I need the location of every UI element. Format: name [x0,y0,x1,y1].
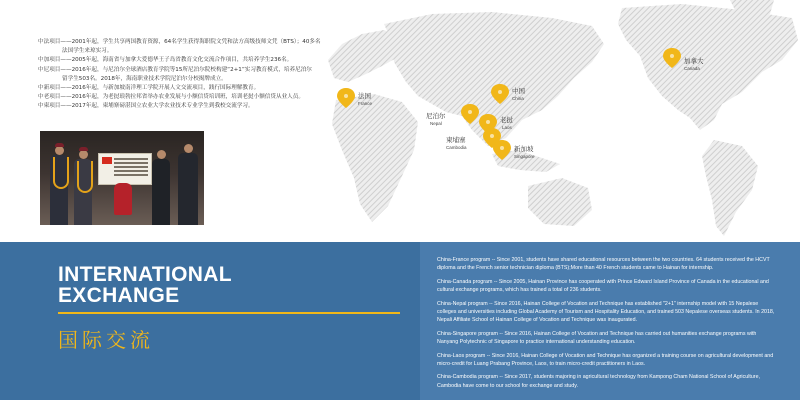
map-label-singapore-cn: 新加坡 [514,145,534,153]
ceremony-photo [40,131,204,225]
cn-line-france-2: 法国学生来琼实习。 [62,48,113,55]
world-map [322,0,800,240]
map-label-canada-cn: 加拿大 [684,57,704,65]
en-paragraph-nepal: China-Nepal program -- Since 2016, Hainan College of Vocation and Technique has established "2+1" internship model with 15 Nepalese colleges and universities including Global Academy of Tourism and Hospitality Education, and trained 503 Nepalese overseas students. In 2018, Nepali Affiliate School of Hainan College of Vocation and Technique was inaugurated. [437,300,775,324]
person-figure [50,155,68,225]
ceremony-banner [98,153,152,185]
map-label-france-cn: 法国 [358,92,371,100]
continent-australia [528,178,592,226]
map-label-cambodia-cn: 柬埔寨 [446,136,466,144]
map-label-singapore-en: Singapore [514,154,535,159]
cn-line-nepal-2: 留学生503名。2018年，海南职业技术学院尼泊尔分校揭牌成立。 [62,75,227,82]
map-label-nepal-cn: 尼泊尔 [426,112,446,120]
en-paragraph-cambodia: China-Cambodia program -- Since 2017, students majoring in agricultural technology from Kampong Cham National School of Agriculture, Cambodia have come to our school for exchange and study. [437,374,760,389]
person-figure [178,153,198,225]
title-divider [58,312,400,314]
section-title-line-2: EXCHANGE [58,284,180,307]
person-figure [152,159,170,225]
en-paragraph-singapore: China-Singapore program -- Since 2016, Hainan College of Vocation and Technique has carried out humanities exchange programs with Nanyang Polytechnic of Singapore to practice international understanding education. [437,330,757,346]
banner-text-lines [114,158,148,160]
map-label-china-cn: 中国 [512,87,525,95]
person-figure [74,159,92,225]
cn-line-france-1: 中法项目——2001年起，学生共享两国教育资源，64名学生获得海职院文凭和法方高级技师文凭（BTS）；40多名 [38,39,321,45]
map-label-laos-cn: 老挝 [500,116,513,124]
map-label-cambodia-en: Cambodia [446,145,467,150]
map-label-laos-en: Laos [502,125,512,130]
section-title [58,264,232,306]
en-paragraph-laos: China-Laos program -- Since 2016, Hainan College of Vocation and Technique has organized a training course on agricultural development and micro-credit for Luang Prabang Province, Laos, to train micro-credit practitioners in Laos. [437,352,774,368]
flag-mark [102,157,112,164]
map-label-canada-en: Canada [684,66,700,71]
section-title-line-1: INTERNATIONAL [58,263,232,286]
continent-north-america [618,4,798,130]
cn-line-singapore: 中新项目——2016年起，与新加坡南洋理工学院开展人文交流项目，践行国际理解教育。 [38,85,260,92]
continent-africa [332,94,418,222]
map-label-china-en: China [512,96,524,101]
cn-line-cambodia: 中柬项目——2017年起，柬埔寨磅湛国立农业大学农业技术专业学生到我校交流学习。 [38,103,254,110]
ribbon-sculpture [114,183,132,215]
chinese-project-list [38,38,338,112]
continent-south-america [702,140,758,236]
section-title-chinese: 国际交流 [58,328,154,352]
world-map-graphic [322,0,800,240]
en-paragraph-france: China-France program -- Since 2001, students have shared educational resources between the two countries. 64 students received the HCVT diploma and the French senior technician diploma (BTS);More than 40 French students came to Hainan for internship. [437,257,770,272]
english-project-list [437,256,777,395]
cn-line-nepal-1: 中尼项目——2016年起，与尼泊尔全球酒店教育学院等15所尼泊尔院校构建“2+1”实习教育模式，培养尼泊尔 [38,66,312,73]
cn-line-laos: 中老项目——2016年起，为老挝琅勃拉邦省举办农业发展与小额信贷培训班，培训老挝小额信贷从业人员。 [38,94,304,101]
cn-line-canada: 中加项目——2005年起，海南省与加拿大爱德华王子岛省教育文化交流合作项目，共培养学生236名。 [38,57,293,64]
map-label-nepal-en: Nepal [430,121,442,126]
map-label-france-en: France [358,101,373,106]
en-paragraph-canada: China-Canada program -- Since 2005, Hainan Province has cooperated with Prince Edward Island Province of Canada in the educational and cultural exchange programs, which has trained a total of 236 students. [437,278,769,294]
